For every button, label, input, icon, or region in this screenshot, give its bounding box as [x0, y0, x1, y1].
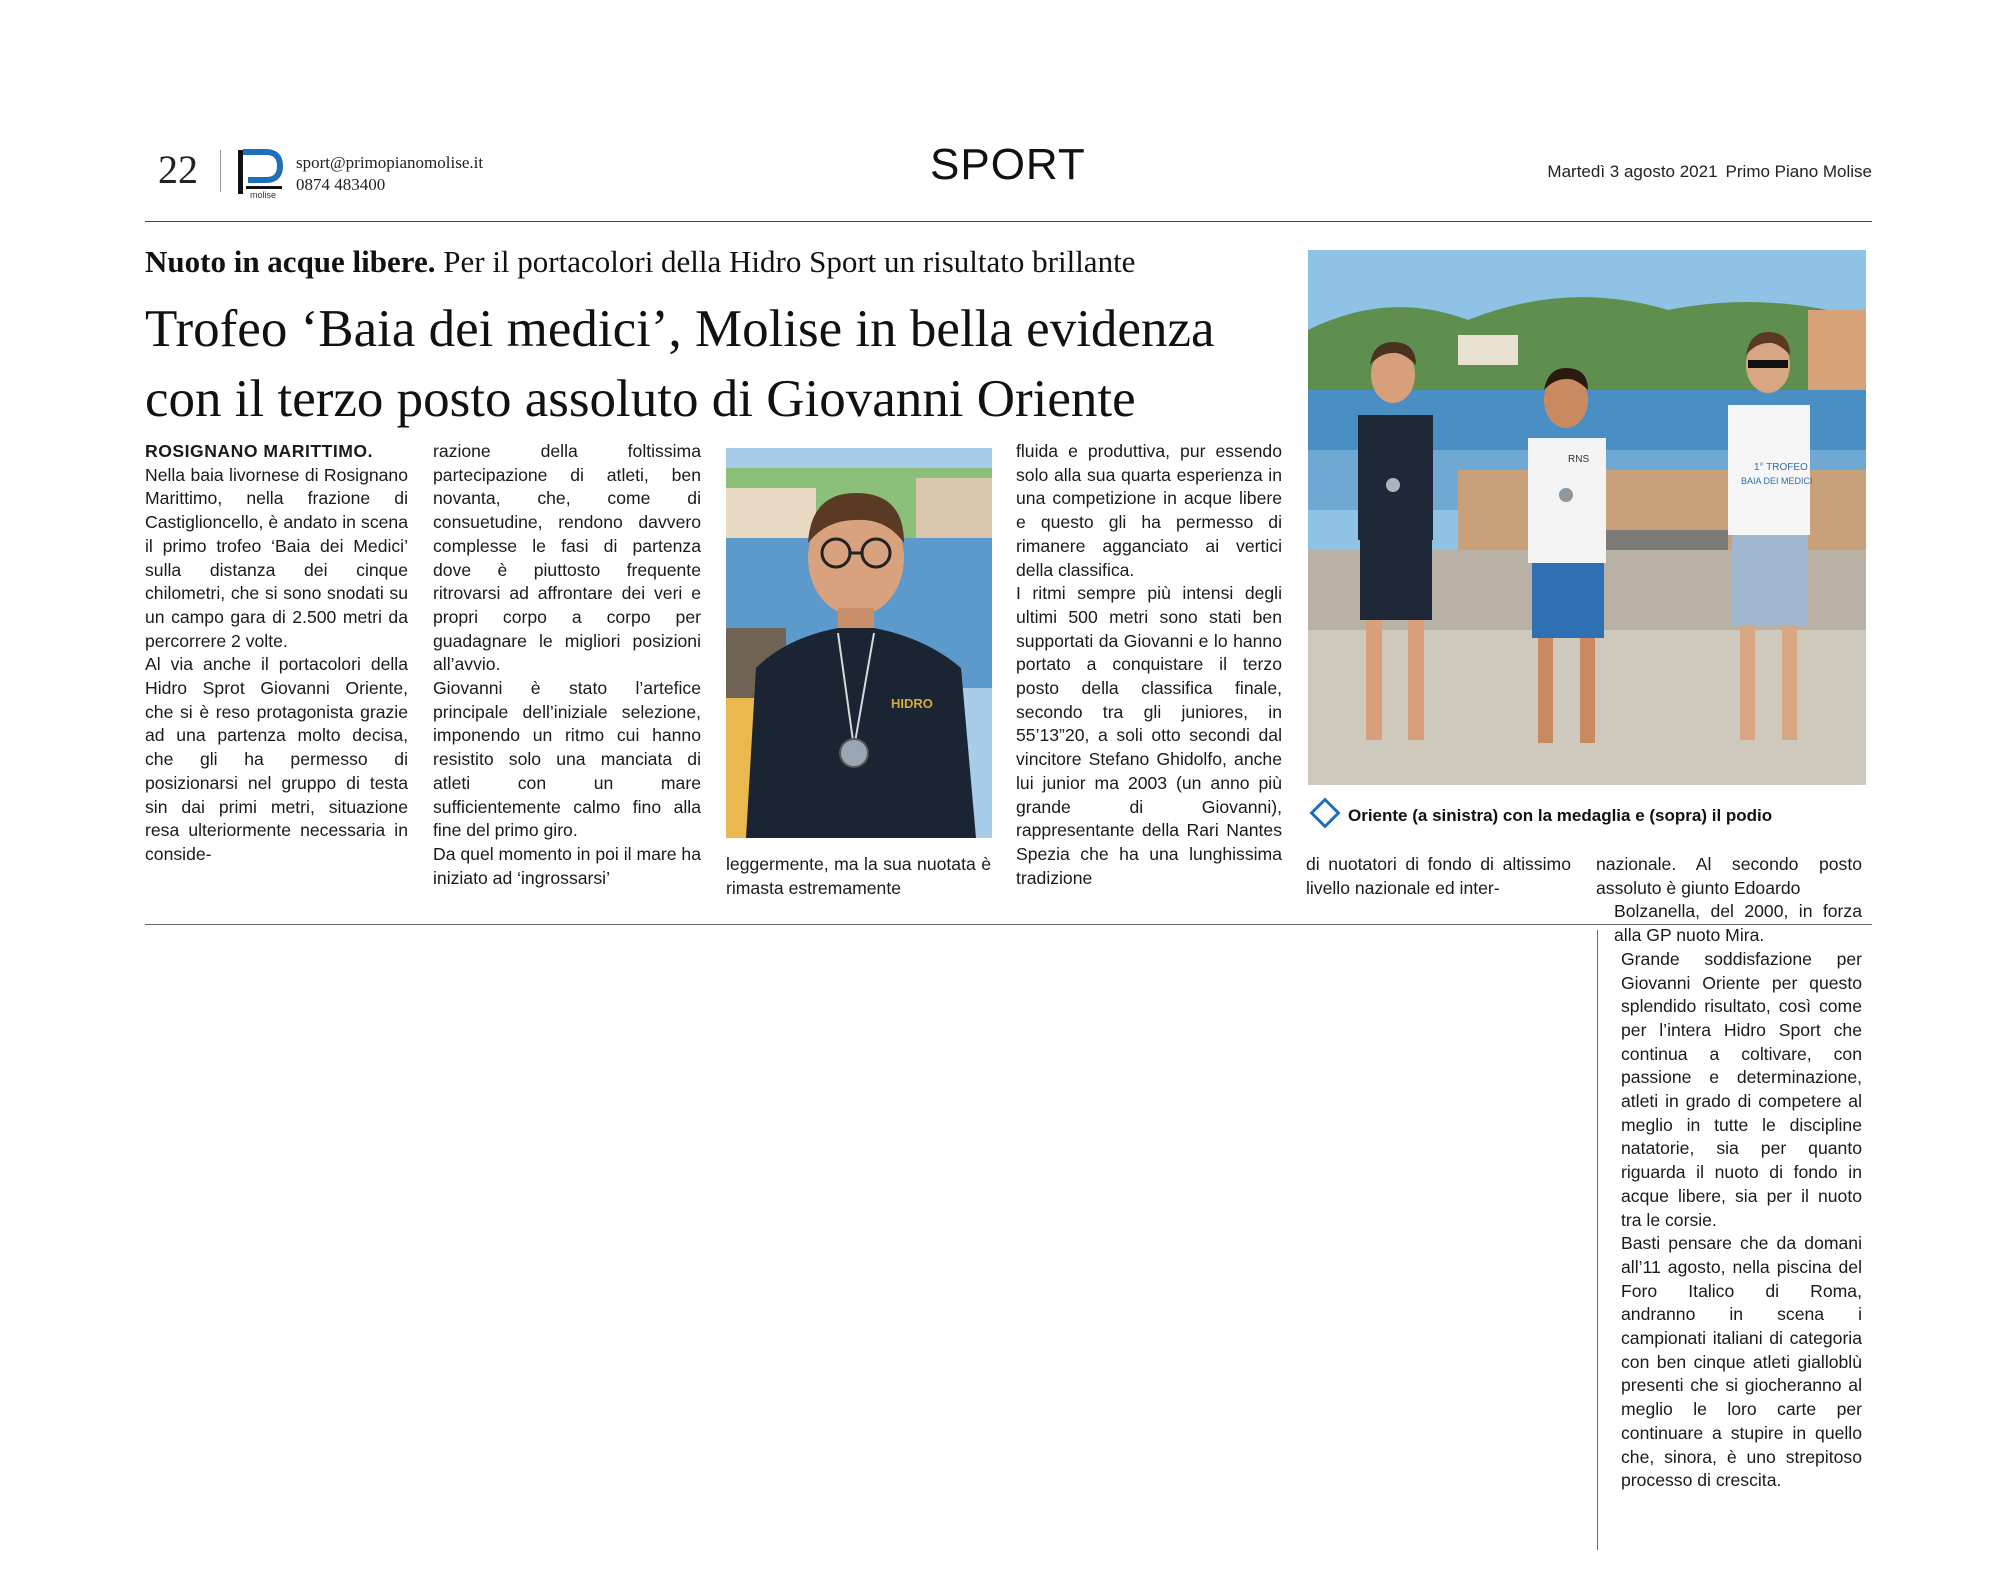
col4-paragraph-1: fluida e produttiva, pur essendo solo alla sua quarta esperienza in una competizione in acque libere e questo gli ha permesso di rimanere agganciato ai vertici della classifica. [1016, 441, 1282, 580]
col2-paragraph-1: razione della foltissima partecipazione di atleti, ben novanta, che, come di consuetudine, rendono davvero complesse le fasi di partenza dove è piuttosto frequente ritrovarsi ad affrontare dei veri e propri corpo a corpo per guadagnare le migliori posizioni all’avvio. [433, 441, 701, 675]
article-bottom-rule [145, 924, 1872, 925]
contact-email[interactable]: sport@primopianomolise.it [296, 153, 484, 172]
article-column-2 [433, 440, 701, 890]
dateline: ROSIGNANO MARITTIMO. [145, 441, 373, 461]
col1-paragraph-1: Nella baia livornese di Rosignano Marittimo, nella frazione di Castiglioncello, è andato in scena il primo trofeo ‘Baia dei Medici’ sulla distanza dei cinque chilometri, che si sono snodati su un campo gara di 2.500 metri da percorrere 2 volte. [145, 464, 408, 651]
issue-date-line [1547, 162, 1872, 182]
issue-date: Martedì 3 agosto 2021 [1547, 162, 1718, 181]
contact-block [296, 152, 483, 196]
diamond-bullet-icon [1309, 797, 1340, 828]
col6-paragraph-2: Grande soddisfazione per Giovanni Oriente per questo splendido risultato, così come per l’intera Hidro Sport che continua a coltivare, con passione e determinazione, atleti in grado di competere al meglio in tutte le discipline natatorie, sia per quanto riguarda il nuoto di fondo in acque libere, sia per il nuoto tra le corsie. [1621, 948, 1862, 1230]
headline-line-1: Trofeo ‘Baia dei medici’, Molise in bella evidenza [145, 300, 1215, 358]
article-column-3 [726, 853, 991, 900]
headline [145, 294, 1295, 434]
col1-paragraph-2: Al via anche il portacolori della Hidro Sprot Giovanni Oriente, che si è reso protagonista grazie ad una partenza molto decisa, che gli ha permesso di posizionarsi nel gruppo di testa sin dai primi metri, situazione resa ulteriormente necessaria in conside- [145, 654, 408, 864]
article-column-1 [145, 440, 408, 867]
article-column-4 [1016, 440, 1282, 890]
banner-line-1: 1° TROFEO [1754, 462, 1808, 473]
col5-paragraph: di nuotatori di fondo di altissimo livello nazionale ed inter- [1306, 854, 1571, 898]
rns-shirt-text: RNS [1568, 454, 1590, 465]
col2-paragraph-3: Da quel momento in poi il mare ha iniziato ad ‘ingrossarsi’ [433, 843, 701, 888]
photo-caption [1308, 802, 1772, 826]
page-number: 22 [158, 147, 198, 192]
podium-photo [1308, 250, 1866, 785]
section-title: SPORT [930, 140, 1086, 189]
podium-image [1308, 250, 1866, 785]
col2-paragraph-2: Giovanni è stato l’artefice principale dell’iniziale selezione, imponendo un ritmo cui hanno resistito solo una manciata di atleti con un mare sufficientemente calmo fino alla fine del primo giro. [433, 678, 701, 841]
col4-paragraph-2: I ritmi sempre più intensi degli ultimi 500 metri sono stati ben supportati da Giovanni e lo hanno portato a conquistare il terzo posto della classifica finale, secondo tra gli juniores, in 55’13”20, a soli otto secondi dal vincitore Stefano Ghidolfo, anche lui junior ma 2003 (un anno più grande di Giovanni), rappresentante della Rari Nantes Spezia che ha una lunghissima tradizione [1016, 583, 1282, 888]
banner-line-2: BAIA DEI MEDICI [1741, 476, 1813, 486]
article-column-5 [1306, 853, 1571, 900]
kicker [145, 244, 1135, 280]
kicker-bold: Nuoto in acque libere. [145, 244, 436, 279]
header-divider [220, 150, 221, 192]
kicker-rest: Per il portacolori della Hidro Sport un risultato brillante [435, 244, 1136, 279]
publication-name: Primo Piano Molise [1725, 162, 1872, 181]
header-rule [145, 221, 1872, 222]
contact-phone: 0874 483400 [296, 175, 386, 194]
col6-paragraph-1: nazionale. Al secondo posto assoluto è giunto Edoardo [1596, 854, 1862, 898]
shirt-logo-text: HIDRO [891, 696, 933, 711]
column-side-rule [1597, 930, 1598, 1550]
swimmer-portrait-photo [726, 448, 992, 838]
col6-paragraph-3: Basti pensare che da domani all’11 agosto, nella piscina del Foro Italico di Roma, andranno in scena i campionati italiani di categoria con ben cinque atleti gialloblù presenti che si giocheranno al meglio le loro carte per continuare a stupire in quello che, sinora, è uno strepitoso processo di crescita. [1621, 1233, 1862, 1491]
swimmer-portrait-image [726, 448, 992, 838]
article-column-6 [1596, 853, 1862, 1493]
photo-caption-text: Oriente (a sinistra) con la medaglia e (sopra) il podio [1348, 806, 1773, 825]
headline-line-2: con il terzo posto assoluto di Giovanni Oriente [145, 370, 1136, 428]
col6-paragraph-1b: Bolzanella, del 2000, in forza alla GP nuoto Mira. [1614, 901, 1862, 946]
logo-subtext: molise [250, 190, 277, 200]
col3-paragraph: leggermente, ma la sua nuotata è rimasta estremamente [726, 854, 991, 898]
